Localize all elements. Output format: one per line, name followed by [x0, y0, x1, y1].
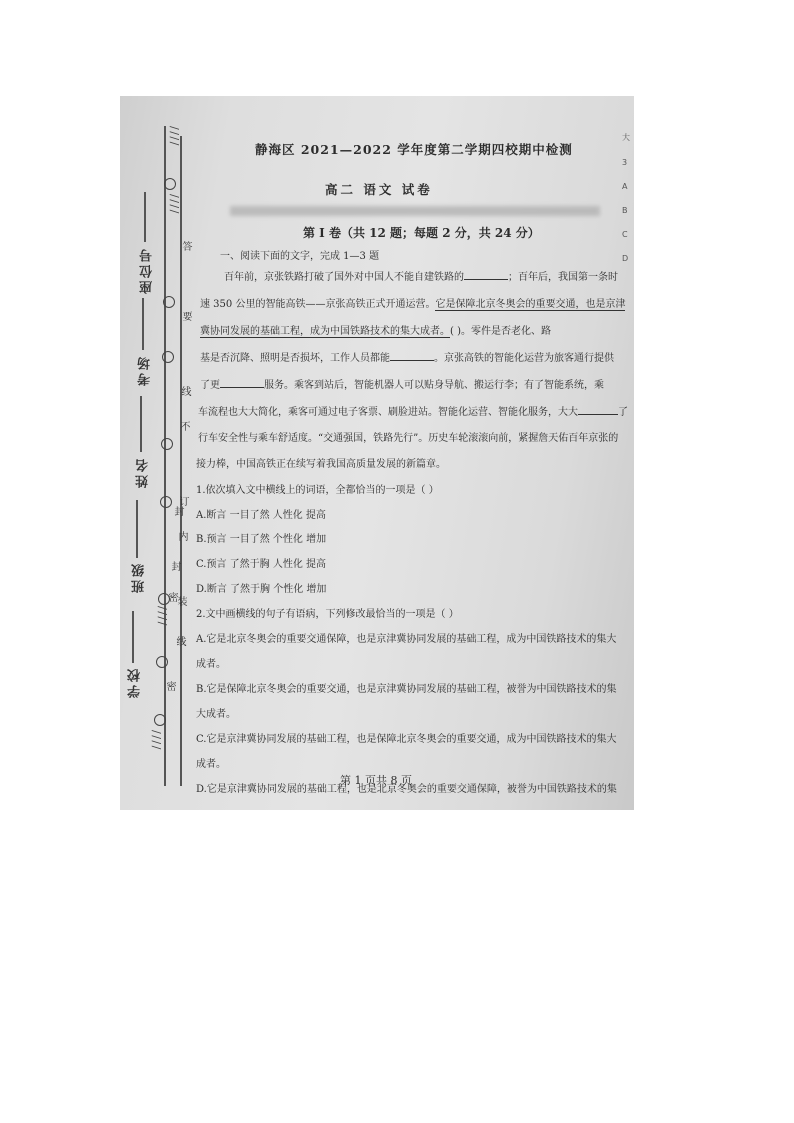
school-label: 学校 [128, 666, 143, 698]
hole-circle [162, 351, 174, 363]
binding-strip [120, 96, 191, 810]
school-line [132, 611, 134, 663]
seal-word: 装 [175, 596, 186, 606]
question-2-option-c-cont: 成者。 [196, 759, 226, 770]
passage-line-3: 冀协同发展的基础工程，成为中国铁路技术的集大成者。( )。零件是否老化、路 [200, 326, 551, 337]
slash-decoration: / / / / [156, 606, 169, 625]
adjacent-page-char: A [622, 182, 628, 191]
exam-room-label: 考场 [138, 354, 153, 386]
seal-word: 不 [178, 421, 189, 431]
redacted-strip [230, 206, 600, 216]
question-2-option-b: B.它是保障北京冬奥会的重要交通，也是京津冀协同发展的基础工程，被誉为中国铁路技术的集 [196, 684, 617, 695]
question-1-option-b: B.预言 一目了然 个性化 增加 [196, 534, 327, 545]
seal-word: 线 [174, 636, 185, 646]
seal-word: 要 [180, 311, 191, 321]
seal-word: 订 [177, 496, 188, 506]
reading-instruction: 一、阅读下面的文字，完成 1—3 题 [220, 251, 380, 262]
question-2-option-b-cont: 大成者。 [196, 709, 236, 720]
section-heading: 第 I 卷（共 12 题；每题 2 分，共 24 分） [303, 226, 540, 240]
passage-line-4: 基是否沉降、照明是否损坏，工作人员都能 。京张高铁的智能化运营为旅客通行提供 [200, 353, 614, 364]
seal-word: 密 [164, 681, 175, 691]
passage-line-2: 速 350 公里的智能高铁——京张高铁正式开通运营。它是保障北京冬奥会的重要交通，也是京津 [200, 299, 626, 310]
slash-decoration: / / / / [168, 126, 181, 145]
seat-number-line [144, 192, 146, 242]
seal-word: 封 [172, 506, 183, 516]
question-2-option-a-cont: 成者。 [196, 659, 226, 670]
slash-decoration: / / / / [168, 194, 181, 213]
hole-circle [156, 656, 168, 668]
passage-line-7: 行车安全性与乘车舒适度。“交通强国，铁路先行”。历史车轮滚滚向前，紧握詹天佑百年京张的 [198, 433, 619, 444]
exam-title: 静海区 2021—2022 学年度第二学期四校期中检测 [255, 142, 573, 157]
question-1-option-c: C.预言 了然于胸 人性化 提高 [196, 559, 327, 570]
adjacent-page-char: C [622, 230, 628, 239]
page-footer: 第 1 页共 8 页 [340, 774, 412, 787]
seal-word: 线 [179, 386, 190, 396]
question-1-stem: 1.依次填入文中横线上的词语，全都恰当的一项是（ ） [196, 485, 439, 496]
question-2-stem: 2.文中画横线的句子有语病，下列修改最恰当的一项是（ ） [196, 609, 459, 620]
name-label: 姓名 [136, 456, 151, 488]
exam-room-line [142, 298, 144, 350]
seal-word: 封 [169, 561, 180, 571]
name-line [140, 396, 142, 452]
adjacent-page-char: B [622, 206, 628, 215]
passage-line-1: 百年前，京张铁路打破了国外对中国人不能自建铁路的 ；百年后，我国第一条时 [224, 272, 618, 283]
hole-circle [161, 438, 173, 450]
passage-line-8: 接力棒，中国高铁正在续写着我国高质量发展的新篇章。 [196, 459, 446, 470]
seal-word: 答 [180, 241, 191, 251]
adjacent-page-char: 3 [622, 158, 628, 167]
seal-word: 内 [176, 531, 187, 541]
class-label: 班级 [132, 561, 147, 593]
class-line [136, 500, 138, 558]
question-2-option-c: C.它是京津冀协同发展的基础工程，也是保障北京冬奥会的重要交通，成为中国铁路技术的集大 [196, 734, 617, 745]
question-1-option-a: A.断言 一目了然 人性化 提高 [196, 510, 326, 521]
seal-word: 密 [166, 592, 177, 602]
passage-line-5: 了更 服务。乘客到站后，智能机器人可以贴身导航、搬运行李；有了智能系统，乘 [200, 380, 604, 391]
adjacent-page-char: 大 [622, 133, 630, 142]
hole-circle [154, 714, 166, 726]
passage-line-6: 车流程也大大简化，乘客可通过电子客票、刷脸进站。智能化运营、智能化服务，大大 了 [198, 407, 628, 418]
question-2-option-a: A.它是北京冬奥会的重要交通保障，也是京津冀协同发展的基础工程，成为中国铁路技术的集大 [196, 634, 617, 645]
hole-circle [163, 296, 175, 308]
exam-subtitle: 高二 语文 试卷 [325, 182, 433, 197]
photo-of-exam-paper [120, 96, 634, 810]
binding-line-inner [180, 136, 182, 786]
hole-circle [164, 178, 176, 190]
adjacent-page-char: D [622, 254, 629, 263]
exam-sheet [120, 96, 634, 810]
question-1-option-d: D.断言 了然于胸 个性化 增加 [196, 584, 327, 595]
question-2-option-d: D.它是京津冀协同发展的基础工程，也是北京冬奥会的重要交通保障，被誉为中国铁路技术的集 [196, 784, 617, 795]
seat-number-label: 座位号 [140, 246, 155, 294]
slash-decoration: / / / / [150, 730, 163, 749]
